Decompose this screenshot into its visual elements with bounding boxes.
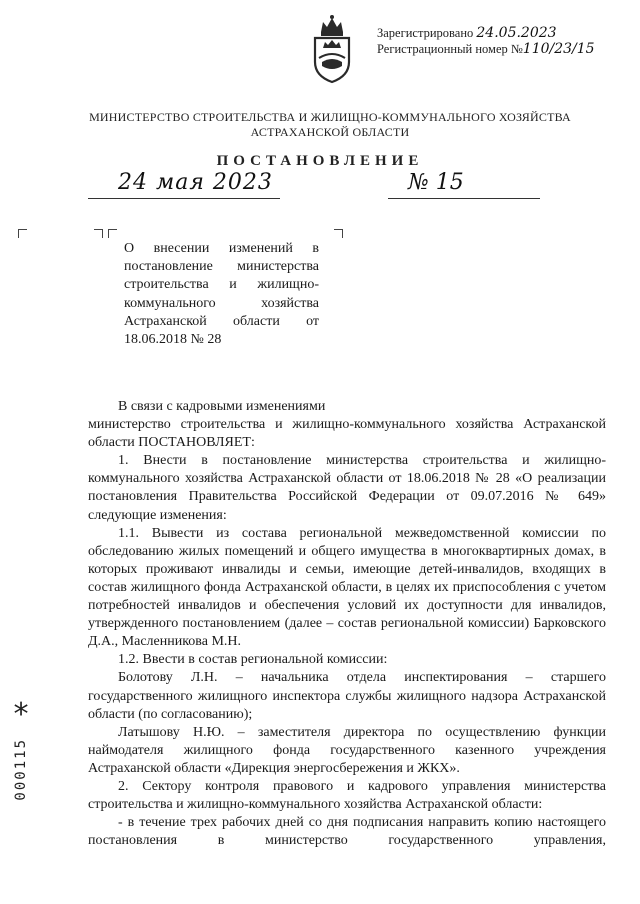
side-serial-stamp (10, 697, 32, 801)
registration-date-line (377, 26, 557, 41)
preamble-line-1: В связи с кадровыми изменениями (118, 399, 326, 414)
paragraph-1: 1. Внести в постановление министерства строительства и жилищно-коммунального хозяйства Астраханской области от 18.06.2018 № 28 «О реализации постановления Правительства Российской Федерации от 09.07.2016 № 649» следующие изменения: (88, 453, 606, 523)
ministry-line-1: МИНИСТЕРСТВО СТРОИТЕЛЬСТВА И ЖИЛИЩНО-КОММУНАЛЬНОГО ХОЗЯЙСТВА (89, 110, 571, 124)
corner-mark-subject-right (334, 229, 343, 238)
serial-number: 000115 (13, 738, 29, 801)
paragraph-1-1: 1.1. Вывести из состава региональной межведомственной комиссии по обследованию жилых помещений и общего имущества в многоквартирных домах, в которых проживают инвалиды и семьи, имеющие детей-инвалидов, входящих в состав жилищного фонда Астраханской области, в целях их приспособления с учетом потребностей инвалидов и обеспечения условий их доступности для инвалидов, утвержденного постановлением (далее – состав региональной комиссии) Барковского Д.А., Масленникова М.Н. (88, 525, 606, 650)
preamble-line-2: министерство строительства и жилищно-коммунального хозяйства Астраханской области ПОСТАНОВЛЯЕТ: (88, 417, 606, 451)
reg-number-value: 110/23/15 (522, 41, 595, 57)
registered-date: 24.05.2023 (476, 25, 557, 41)
corner-mark-subject-left (108, 229, 117, 238)
paragraph-bolotova: Болотову Л.Н. – начальника отдела инспектирования – старшего государственного жилищного инспектора службы жилищного надзора Астраханской области (по согласованию); (88, 670, 606, 722)
registration-number-line (377, 42, 595, 57)
registered-label: Зарегистрировано (377, 26, 474, 40)
paragraph-2: 2. Сектору контроля правового и кадрового управления министерства строительства и жилищно-коммунального хозяйства Астраханской области: (88, 778, 606, 813)
number-underline (388, 198, 540, 199)
star-mark: * (11, 697, 31, 732)
date-underline (88, 198, 280, 199)
document-subject: О внесении изменений в постановление министерства строительства и жилищно-коммунального хозяйства Астраханской области от 18.06.2018 № 28 (124, 241, 319, 348)
document-number: № 15 (408, 170, 464, 195)
ministry-header (60, 110, 600, 140)
ministry-line-2: АСТРАХАНСКОЙ ОБЛАСТИ (250, 125, 410, 139)
reg-number-label: Регистрационный номер № (377, 42, 523, 56)
corner-mark-subject-inner (94, 229, 103, 238)
document-date: 24 мая 2023 (118, 170, 273, 195)
document-body (88, 398, 606, 850)
corner-mark-left (18, 229, 27, 238)
document-title: ПОСТАНОВЛЕНИЕ (216, 153, 424, 169)
paragraph-latyshova: Латышову Н.Ю. – заместителя директора по осуществлению функции наймодателя жилищного фонда государственного казенного учреждения Астраханской области «Дирекция энергосбережения и ЖКХ». (88, 724, 606, 776)
paragraph-1-2: 1.2. Ввести в состав региональной комиссии: (118, 652, 388, 668)
coat-of-arms-emblem (309, 14, 355, 84)
paragraph-2-item: - в течение трех рабочих дней со дня подписания направить копию настоящего постановления в министерство государственного управления, (88, 815, 606, 849)
